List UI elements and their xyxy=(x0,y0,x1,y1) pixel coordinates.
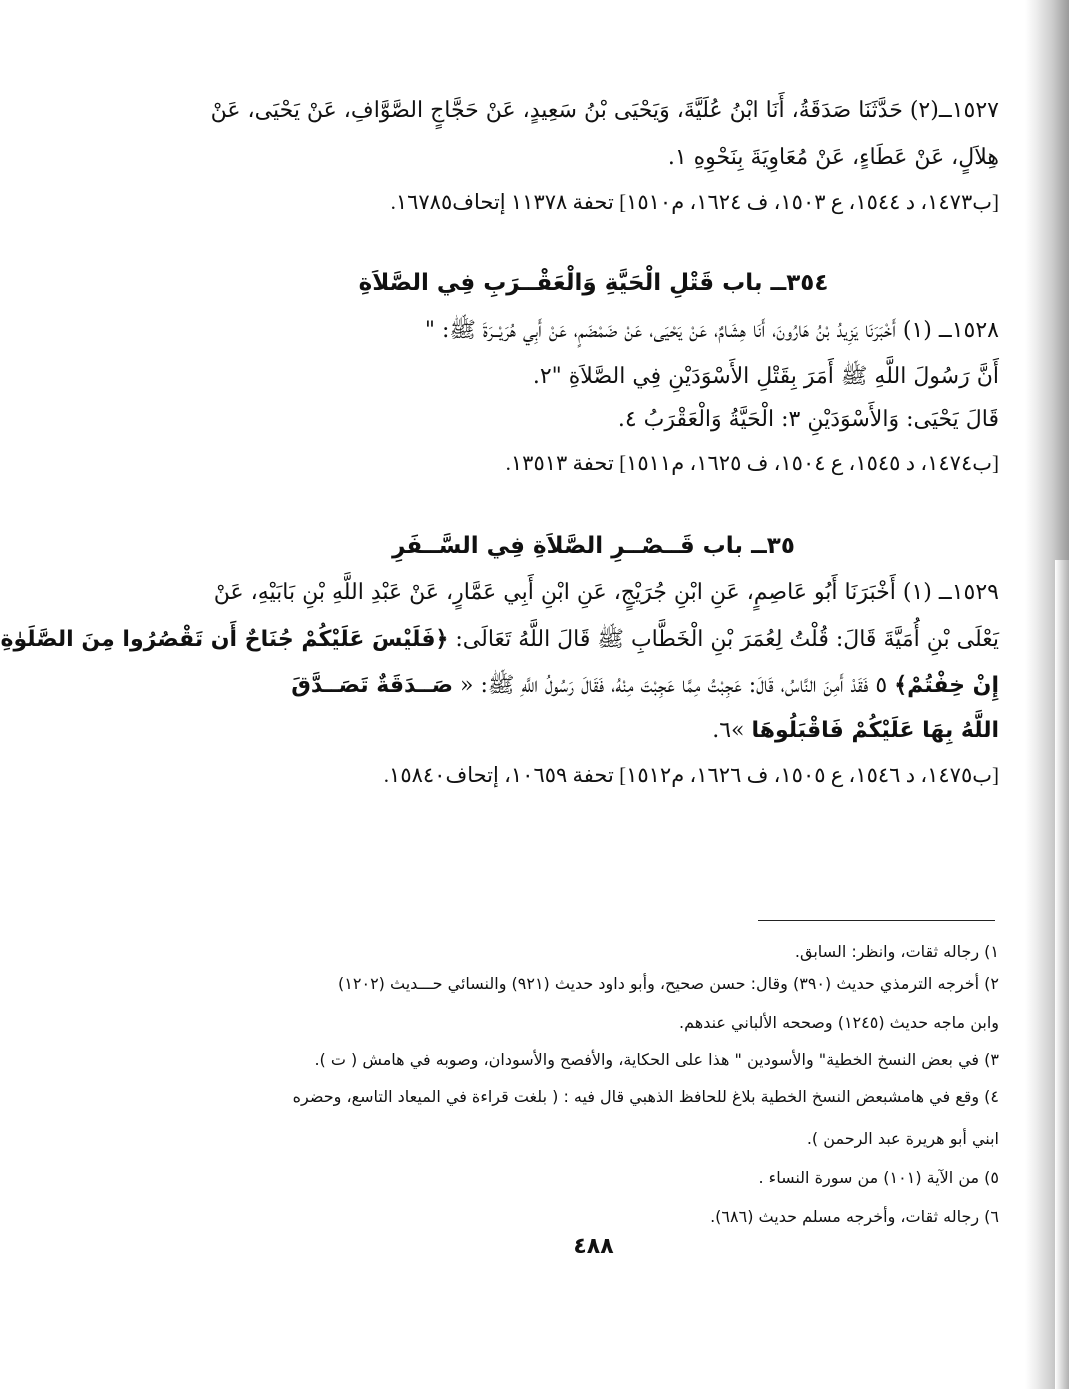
hadith-1529-line-3 xyxy=(188,671,999,703)
quran-verse-part-2: إِنْ خِفْتُمْ﴾ xyxy=(894,673,999,698)
footnote-separator xyxy=(758,920,995,921)
footnote-4-continued: ابني أبو هريرة عبد الرحمن ). xyxy=(806,1129,999,1148)
hadith-1529-line-4-text: »٦. xyxy=(712,718,752,743)
hadith-1527-line-1: ١٥٢٧ــ(٢) حَدَّثَنَا صَدَقَةُ، أَنَا ابْنُ عُلَيَّةَ، وَيَحْيَى بْنُ سَعِيدٍ، عَنْ حَجَّاجٍ الصَّوَّافِ، عَنْ يَحْيَى، عَنْ xyxy=(210,98,999,123)
page-edge-shadow-lower xyxy=(1055,560,1069,1389)
footnote-2: ٢) أخرجه الترمذي حديث (٣٩٠) وقال: حسن صحيح، وأبو داود حديث (٩٢١) والنسائي حـــديث (١٢٠٢) xyxy=(338,974,999,993)
hadith-1529-reference: [ب١٤٧٥، د ١٥٤٦، ع ١٥٠٥، ف ١٦٢٦، م١٥١٢] تحفة ١٠٦٥٩، إتحاف١٥٨٤٠. xyxy=(383,763,999,787)
hadith-1529-line-4 xyxy=(188,718,999,743)
footnote-6: ٦) رجاله ثقات، وأخرجه مسلم حديث (٦٨٦). xyxy=(710,1207,999,1226)
hadith-1529-line-1: ١٥٢٩ــ (١) أَخْبَرَنَا أَبُو عَاصِمٍ، عَنِ ابْنِ جُرَيْجٍ، عَنِ ابْنِ أَبِي عَمَّارٍ، عَنْ عَبْدِ اللَّهِ بْنِ بَابَيْهِ، عَنْ xyxy=(213,580,999,605)
footnote-4: ٤) وقع في هامشبعض النسخ الخطية بلاغ للحافظ الذهبي قال فيه : ( بلغت قراءة في الميعاد التاسع، وحضره xyxy=(292,1087,999,1106)
hadith-1529-line-2-text: يَعْلَى بْنِ أُمَيَّةَ قَالَ: قُلْتُ لِعُمَرَ بْنِ الْخَطَّابِ ﷺ قَالَ اللَّهُ تَعَالَى: xyxy=(448,627,999,652)
hadith-1527-reference: [ب١٤٧٣، د ١٥٤٤، ع ١٥٠٣، ف ١٦٢٤، م١٥١٠] تحفة ١١٣٧٨ إتحاف١٦٧٨٥. xyxy=(390,190,999,214)
footnote-3: ٣) في بعض النسخ الخطية" والأسودين " هذا على الحكاية، والأفصح والأسودان، وصوبه في هامش ( ت ). xyxy=(314,1050,999,1069)
prophetic-saying-part-1: صَــدَقَةٌ تَصَــدَّقَ xyxy=(291,673,453,698)
hadith-1528-line-2: أَنَّ رَسُولَ اللَّهِ ﷺ أَمَرَ بِقَتْلِ الأَسْوَدَيْنِ فِي الصَّلاَةِ "٢. xyxy=(532,364,999,389)
hadith-1528-line-1: ١٥٢٨ــ (١) أَخْبَرَنَا يَزِيدُ بْنُ هَارُونَ، أَنَا هِشَامٌ، عَنْ يَحْيَى، عَنْ ضَمْضَمٍ، عَنْ أَبِي هُرَيْــرَةَ ﷺ: " xyxy=(424,318,999,343)
footnote-2-continued: وابن ماجه حديث (١٢٤٥) وصححه الألباني عندهم. xyxy=(679,1013,999,1032)
hadith-1528-reference: [ب١٤٧٤، د ١٥٤٥، ع ١٥٠٤، ف ١٦٢٥، م١٥١١] تحفة ١٣٥١٣. xyxy=(505,451,999,475)
hadith-1528-line-3: قَالَ يَحْيَى: وَالأَسْوَدَيْنِ ٣: الْحَيَّةُ وَالْعَقْرَبُ ٤. xyxy=(617,407,999,432)
quran-verse-part-1: ﴿فَلَيْسَ عَلَيْكُمْ جُنَاحٌ أَن تَقْصُرُوا مِنَ الصَّلَوٰةِ xyxy=(0,627,449,652)
footnote-5: ٥) من الآية (١٠١) من سورة النساء . xyxy=(758,1168,999,1187)
chapter-355-title: ٣٥ــ باب قَــصْــرِ الصَّلاَةِ فِي السَّــفَرِ xyxy=(392,533,795,559)
hadith-1529-line-2 xyxy=(0,625,999,657)
footnote-1: ١) رجاله ثقات، وانظر: السابق. xyxy=(794,942,999,961)
prophetic-saying-part-2: اللَّهُ بِهَا عَلَيْكُمْ فَاقْبَلُوهَا xyxy=(751,718,999,743)
chapter-354-title: ٣٥٤ــ باب قَتْلِ الْحَيَّةِ وَالْعَقْــرَبِ فِي الصَّلاَةِ xyxy=(358,270,829,296)
page-number: ٤٨٨ xyxy=(573,1234,614,1259)
hadith-1527-line-2: هِلاَلٍ، عَنْ عَطَاءٍ، عَنْ مُعَاوِيَةَ بِنَحْوِهِ ١. xyxy=(667,145,999,170)
hadith-1529-line-3-text: ٥ فَقَدْ أَمِنَ النَّاسُ، قَالَ: عَجِبْتُ مِمَّا عَجِبْتَ مِنْهُ، فَقَالَ رَسُولُ اللَّهِ ﷺ: « xyxy=(453,673,895,698)
